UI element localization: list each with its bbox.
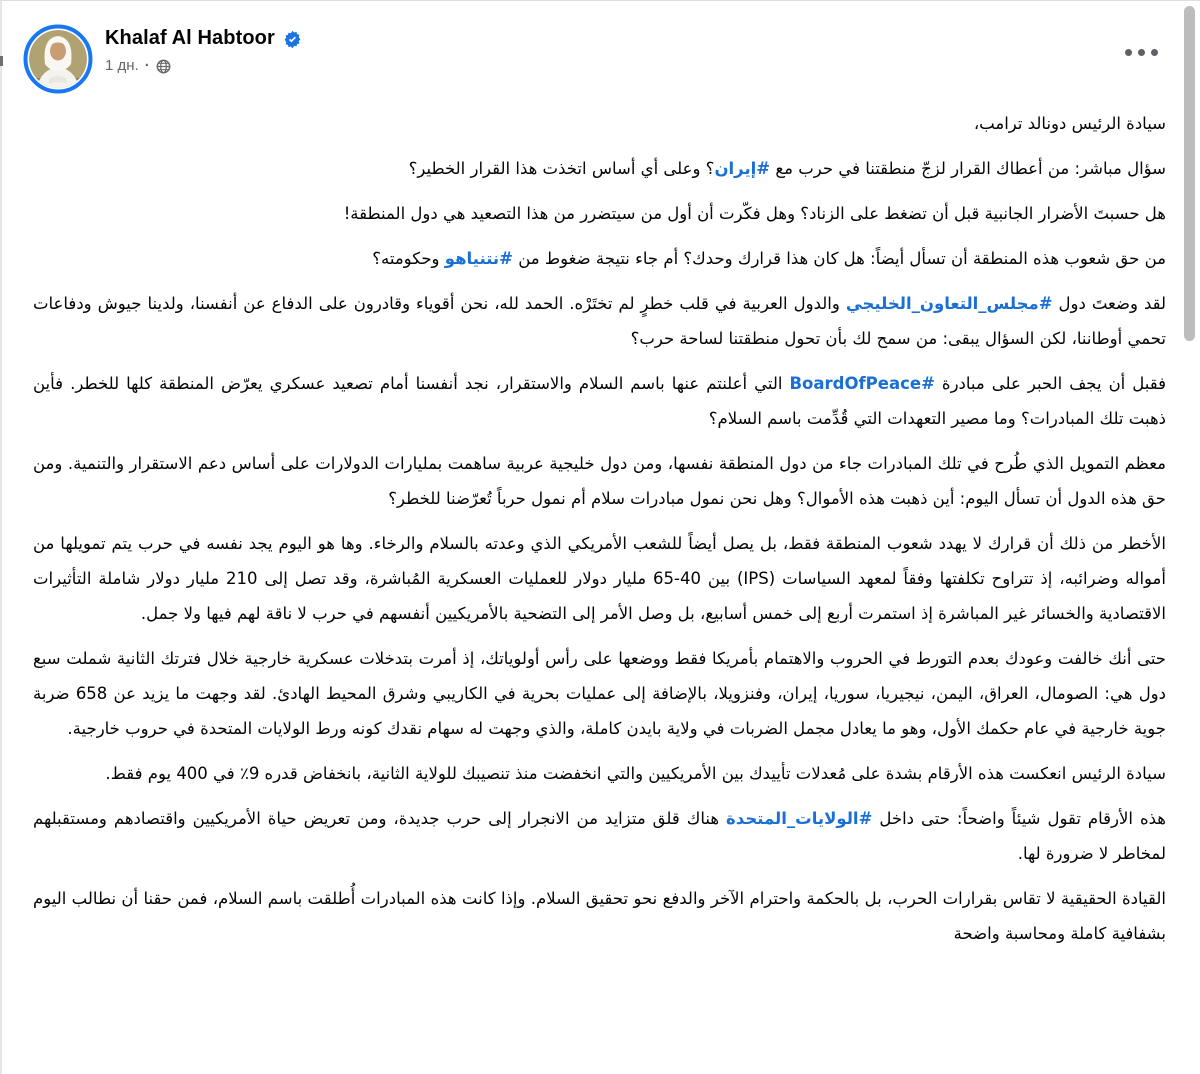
text-segment: وحكومته؟ [372, 249, 445, 268]
text-segment: لقد وضعتَ دول [1052, 294, 1167, 313]
post-paragraph [33, 756, 1166, 791]
text-segment: التي أعلنتم عنها باسم السلام والاستقرار، نجد أنفسنا أمام تصعيد عسكري يعرّض المنطقة كلها للخطر. فأين ذهبت تلك المبادرات؟ وما مصير التعهدات التي قُدِّمت باسم السلام؟ [33, 374, 1166, 428]
post-header [0, 1, 1200, 97]
post-timestamp[interactable]: 1 дн. [105, 57, 139, 74]
text-segment: هناك قلق متزايد من الانجرار إلى حرب جديدة، ومن تعريض حياة الأمريكيين واقتصادهم ومستقبلهم لمخاطر لا ضرورة لها. [33, 809, 1166, 863]
post-paragraph [33, 446, 1166, 516]
text-segment: سؤال مباشر: من أعطاك القرار لزجّ منطقتنا في حرب مع [770, 159, 1166, 178]
hashtag-link[interactable]: #BoardOfPeace [789, 374, 935, 393]
text-segment: فقبل أن يجف الحبر على مبادرة [934, 374, 1167, 393]
post-paragraph [33, 881, 1166, 951]
avatar-photo [23, 24, 93, 94]
text-segment: الأخطر من ذلك أن قرارك لا يهدد شعوب المنطقة فقط، بل يصل أيضاً للشعب الأمريكي الذي وعدته بالسلام والرخاء. وها هو اليوم يجد نفسه في حرب يتم تمويلها من أمواله وضرائبه، إذ تتراوح تكلفتها وفقاً لمعهد السياسات (IPS) بين 40-65 مليار دولار للعمليات العسكرية المُباشرة، وقد تصل إلى 210 مليار دولار شاملة التأثيرات الاقتصادية والخسائر غير المباشرة إذ استمرت أربع إلى خمس أسابيع، بل وصل الأمر إلى التضحية بالأمريكيين أنفسهم في حرب لا ناقة لهم فيها ولا جمل. [33, 534, 1166, 623]
post-paragraph [33, 196, 1166, 231]
meta-separator: · [144, 57, 150, 74]
verified-badge-icon [283, 30, 302, 49]
text-segment: هل حسبتَ الأضرار الجانبية قبل أن تضغط على الزناد؟ وهل فكّرت أن أول من سيتضرر من هذا التصعيد هي دول المنطقة! [343, 204, 1166, 223]
hashtag-link[interactable]: #الولايات_المتحدة [726, 809, 873, 828]
text-segment: معظم التمويل الذي طُرح في تلك المبادرات جاء من دول المنطقة نفسها، ومن دول خليجية عربية ساهمت بمليارات الدولارات على أساس دعم الاستقرار والتنمية. ومن حق هذه الدول أن تسأل اليوم: أين ذهبت هذه الأموال؟ وهل نحن نمول مبادرات سلام أم نمول حرباً تُعرّضنا للخطر؟ [33, 454, 1166, 508]
more-options-button[interactable] [1119, 43, 1164, 62]
post-paragraph [33, 151, 1166, 186]
ellipsis-dot [1138, 49, 1145, 56]
text-segment: سيادة الرئيس انعكست هذه الأرقام بشدة على مُعدلات تأييدك بين الأمريكيين والتي انخفضت منذ تنصيبك للولاية الثانية، بانخفاض قدره 9٪ في 400 يوم فقط. [105, 764, 1166, 783]
text-segment: هذه الأرقام تقول شيئاً واضحاً: حتى داخل [872, 809, 1167, 828]
scrollbar-thumb[interactable] [1184, 6, 1195, 341]
post-paragraph [33, 526, 1166, 631]
post-paragraph [33, 801, 1166, 871]
profile-name[interactable]: Khalaf Al Habtoor [105, 27, 275, 49]
globe-icon [156, 59, 171, 74]
text-segment: حتى أنك خالفت وعودك بعدم التورط في الحروب والاهتمام بأمريكا فقط ووضعها على رأس أولوياتك، إذ أمرت بتدخلات عسكرية خارجية خلال فترتك الثانية شملت سبع دول هي: الصومال، العراق، اليمن، نيجيريا، سوريا، إيران، وفنزويلا، بالإضافة إلى عمليات بحرية في الكاريبي وشرق المحيط الهادئ. لقد وجهت ما يزيد عن 658 ضربة جوية خارجية في عام حكمك الأول، وهو ما يعادل مجمل الضربات في ولاية بايدن كاملة، والذي وجهت له سهام نقدك كونه ورط الولايات المتحدة في حروب خارجية. [33, 649, 1166, 738]
hashtag-link[interactable]: #نتنياهو [444, 249, 513, 268]
text-segment: سيادة الرئيس دونالد ترامب، [973, 114, 1166, 133]
post-paragraph [33, 286, 1166, 356]
ellipsis-dot [1125, 49, 1132, 56]
text-segment: من حق شعوب هذه المنطقة أن تسأل أيضاً: هل كان هذا قرارك وحدك؟ أم جاء نتيجة ضغوط من [512, 249, 1166, 268]
hashtag-link[interactable]: #إيران [714, 159, 771, 178]
text-segment: ؟ وعلى أي أساس اتخذت هذا القرار الخطير؟ [408, 159, 715, 178]
post-paragraph [33, 641, 1166, 746]
text-segment: والدول العربية في قلب خطرٍ لم تختَرْه. الحمد لله، نحن أقوياء وقادرون على الدفاع عن أنفسنا، ولدينا جيوش ودفاعات تحمي أوطاننا، لكن السؤال يبقى: من سمح لك بأن تحول منطقتنا لساحة حرب؟ [33, 294, 1166, 348]
avatar[interactable] [23, 24, 93, 94]
post-paragraph [33, 106, 1166, 141]
header-text [105, 27, 302, 74]
text-segment: القيادة الحقيقية لا تقاس بقرارات الحرب، بل بالحكمة واحترام الآخر والدفع نحو تحقيق السلام. وإذا كانت هذه المبادرات أُطلقت باسم السلام، فمن حقنا أن نطالب اليوم بشفافية كاملة ومحاسبة واضحة [33, 889, 1166, 943]
post-paragraph [33, 366, 1166, 436]
post-text [0, 97, 1200, 951]
hashtag-link[interactable]: #مجلس_التعاون_الخليجي [845, 294, 1053, 313]
left-edge-divider [0, 1, 2, 1074]
post-paragraph [33, 241, 1166, 276]
ellipsis-dot [1151, 49, 1158, 56]
